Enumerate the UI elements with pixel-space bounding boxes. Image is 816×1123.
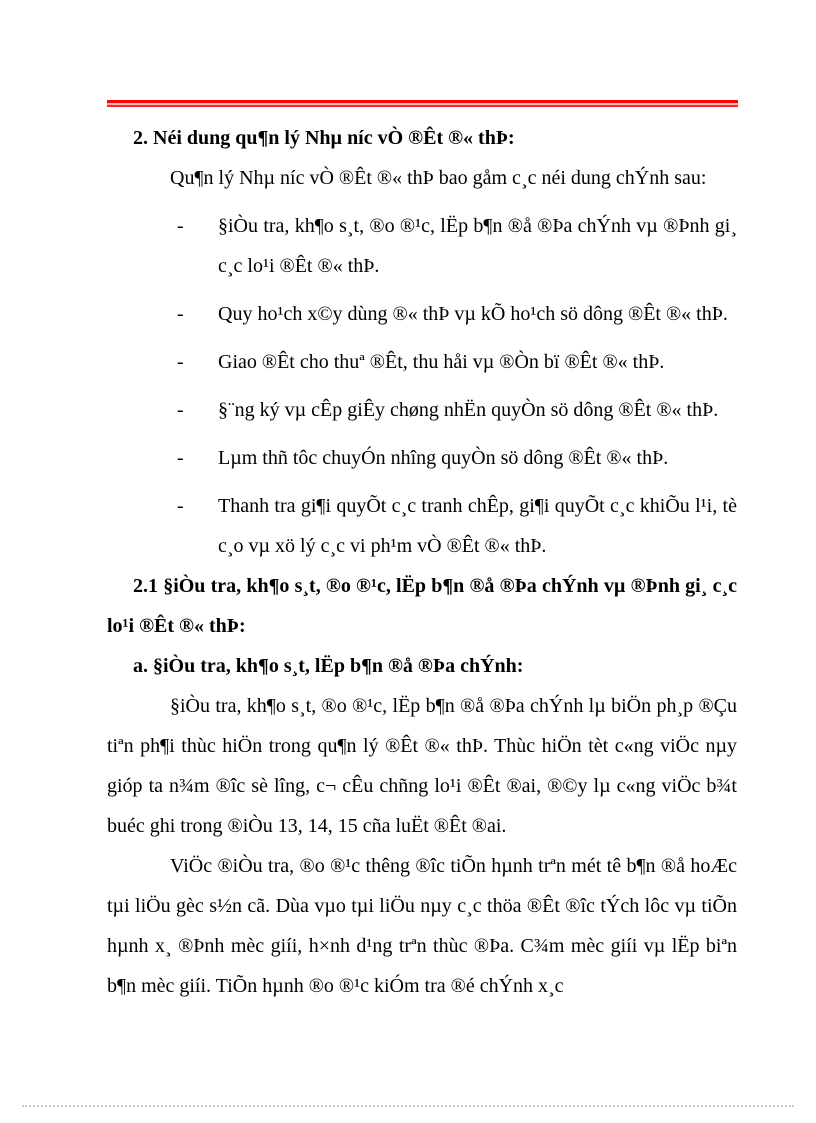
list-item-text: §iÒu tra, kh¶o s¸t, ®o ®¹c, lËp b¶n ®å ®Þa chÝnh vµ ®Þnh gi¸ c¸c lo¹i ®Êt ®« thÞ.	[218, 215, 737, 277]
bullet-list	[107, 206, 737, 566]
page-bottom-dotted-divider	[22, 1105, 794, 1107]
list-item-text: Thanh tra gi¶i quyÕt c¸c tranh chÊp, gi¶i quyÕt c¸c khiÕu l¹i, tè c¸o vµ xö lý c¸c vi ph¹m vÒ ®Êt ®« thÞ.	[218, 495, 737, 557]
list-item-text: Quy ho¹ch x©y dùng ®« thÞ vµ kÕ ho¹ch sö dông ®Êt ®« thÞ.	[218, 303, 728, 325]
bullet-dash: -	[177, 447, 184, 469]
bullet-dash: -	[177, 351, 184, 373]
list-item-text: Giao ®Êt cho thuª ®Êt, thu håi vµ ®Òn bï ®Êt ®« thÞ.	[218, 351, 665, 373]
body-paragraph-1: §iÒu tra, kh¶o s¸t, ®o ®¹c, lËp b¶n ®å ®Þa chÝnh lµ biÖn ph¸p ®Çu tiªn ph¶i thùc hiÖn trong qu¶n lý ®Êt ®« thÞ. Thùc hiÖn tèt c«ng viÖc nµy gióp ta n¾m ®îc sè lîng, c¬ cÊu chñng lo¹i ®Êt ®ai, ®©y lµ c«ng viÖc b¾t buéc ghi trong ®iÒu 13, 14, 15 cña luËt ®Êt ®ai.	[107, 695, 737, 837]
bullet-dash: -	[177, 215, 184, 237]
list-item	[107, 342, 737, 382]
bullet-dash: -	[177, 303, 184, 325]
list-item	[107, 390, 737, 430]
list-item	[107, 486, 737, 566]
bullet-dash: -	[177, 399, 184, 421]
subsection-heading: 2.1 §iÒu tra, kh¶o s¸t, ®o ®¹c, lËp b¶n ®å ®Þa chÝnh vµ ®Þnh gi¸ c¸c lo¹i ®Êt ®« thÞ:	[107, 575, 737, 637]
list-item	[107, 294, 737, 334]
document-content	[107, 104, 737, 1006]
body-paragraph-2: ViÖc ®iÒu tra, ®o ®¹c thêng ®îc tiÕn hµnh trªn mét tê b¶n ®å hoÆc tµi liÖu gèc s½n cã. Dùa vµo tµi liÖu nµy c¸c thöa ®Êt ®îc tÝch lôc vµ tiÕn hµnh x¸ ®Þnh mèc giíi, h×nh d¹ng trªn thùc ®Þa. C¾m mèc giíi vµ lËp biªn b¶n mèc giíi. TiÕn hµnh ®o ®¹c kiÓm tra ®é chÝnh x¸c	[107, 855, 737, 997]
list-item-text: Lµm thñ tôc chuyÓn nhîng quyÒn sö dông ®Êt ®« thÞ.	[218, 447, 669, 469]
subsection-a-heading: a. §iÒu tra, kh¶o s¸t, lËp b¶n ®å ®Þa chÝnh:	[133, 655, 524, 677]
bullet-dash: -	[177, 495, 184, 517]
list-item	[107, 438, 737, 478]
list-item-text: §¨ng ký vµ cÊp giÊy chøng nhËn quyÒn sö dông ®Êt ®« thÞ.	[218, 399, 719, 421]
intro-paragraph: Qu¶n lý Nhµ níc vÒ ®Êt ®« thÞ bao gåm c¸c néi dung chÝnh sau:	[170, 167, 707, 189]
list-item	[107, 206, 737, 286]
section-heading: 2. Néi dung qu¶n lý Nhµ níc vÒ ®Êt ®« thÞ:	[133, 127, 515, 149]
